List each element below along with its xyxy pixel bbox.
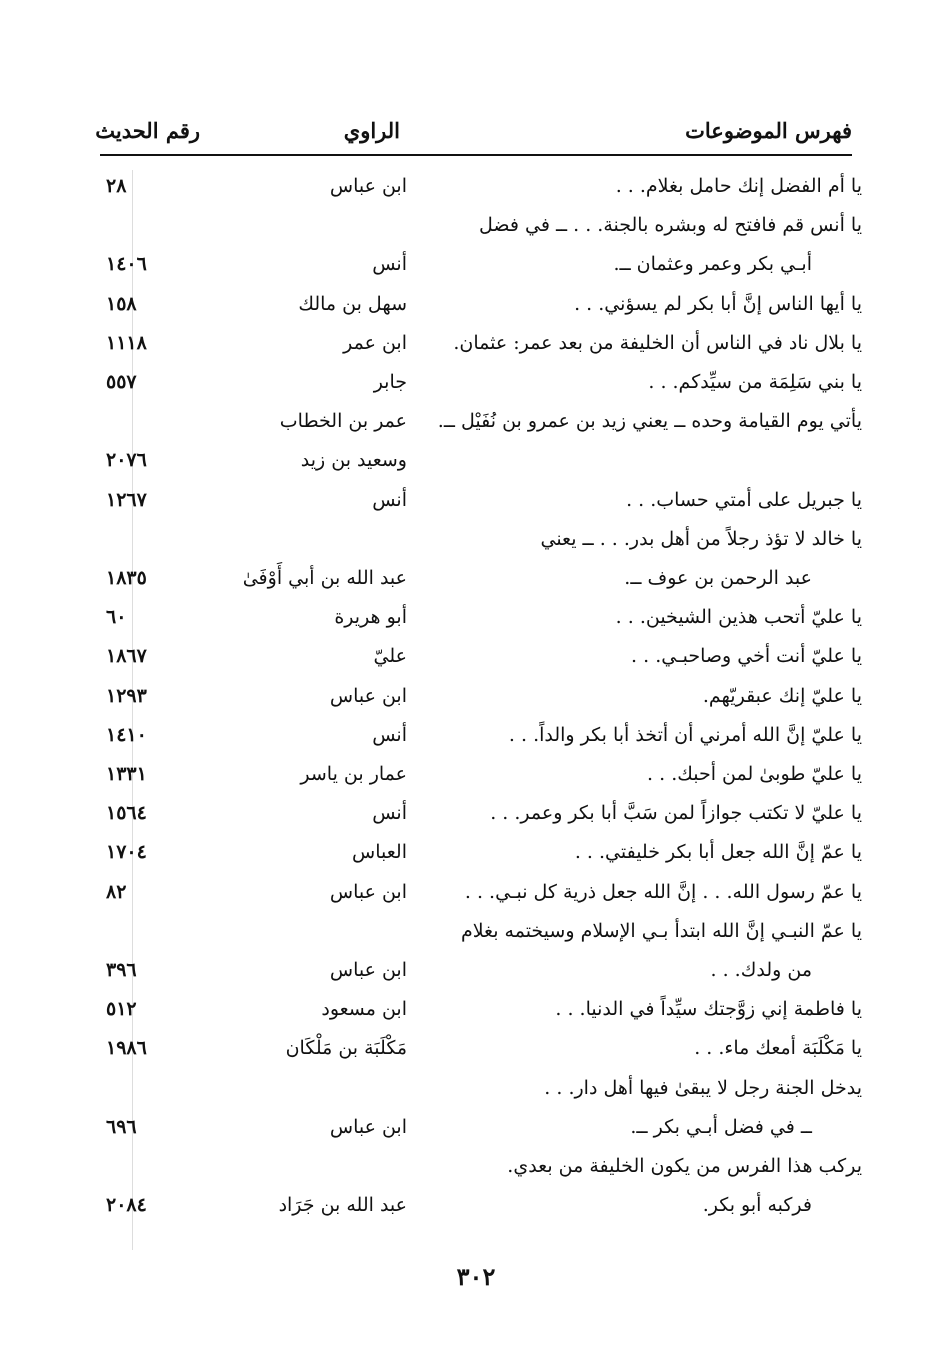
topic-text: يا مَكْلَبَة أمعك ماء. . .: [694, 1037, 862, 1060]
topic-text: يا فاطمة إني زوَّجتك سيِّداً في الدنيا. . .: [555, 998, 862, 1021]
hadith-number: ٢٨: [106, 175, 127, 197]
narrator-name: أبو هريرة: [334, 606, 407, 629]
narrator-name: أنس: [372, 488, 407, 511]
header-narrator: الراوي: [343, 118, 400, 143]
hadith-number: ١١١٨: [106, 331, 147, 354]
narrator-name: ابن عباس: [329, 959, 407, 981]
narrator-name: أنس: [372, 253, 407, 276]
table-row: [0, 167, 952, 205]
narrator-name: جابر: [373, 371, 407, 393]
topic-text: عبد الرحمن بن عوف ــ.: [624, 567, 812, 589]
hadith-number: ١٩٨٦: [106, 1037, 147, 1060]
topic-text: يا عليّ أتحب هذين الشيخين. . .: [615, 606, 862, 629]
table-row: [0, 755, 952, 793]
hadith-number: ١٨٣٥: [106, 567, 147, 589]
table-row: [0, 677, 952, 715]
header-hadith-number: رقم الحديث: [95, 118, 200, 143]
narrator-name: عبد الله بن أبي أَوْفَىٰ: [242, 567, 407, 589]
hadith-number: ٥١٢: [106, 998, 137, 1021]
topic-text: من ولدك. . .: [710, 959, 812, 981]
table-row: [0, 833, 952, 871]
hadith-number: ٦٩٦: [106, 1115, 137, 1138]
hadith-number: ٦٠: [106, 606, 127, 629]
table-row: [0, 481, 952, 519]
table-row: [0, 873, 952, 911]
narrator-name: ابن مسعود: [321, 998, 407, 1021]
table-row: [0, 363, 952, 401]
topic-text: يا أنس قم فافتح له وبشره بالجنة. . . ــ في فضل: [479, 214, 862, 237]
topic-text: يا أم الفضل إنك حامل بغلام. . .: [615, 175, 862, 197]
narrator-name: وسعيد بن زيد: [300, 449, 407, 472]
table-row: [0, 951, 952, 989]
topic-text: يا بلال ناد في الناس أن الخليفة من بعد عمر: عثمان.: [453, 331, 862, 354]
table-row: [0, 402, 952, 440]
topic-text: يأتي يوم القيامة وحده ــ يعني زيد بن عمرو بن نُفَيْل ــ.: [437, 410, 862, 433]
table-row: [0, 716, 952, 754]
topic-text: يا خالد لا تؤذ رجلاً من أهل بدر. . . ــ يعني: [540, 527, 862, 550]
hadith-number: ١٢٩٣: [106, 684, 147, 707]
narrator-name: أنس: [372, 723, 407, 746]
topic-text: يركب هذا الفرس من يكون الخليفة من بعدي.: [507, 1155, 862, 1177]
topic-text: يا جبريل على أمتي حساب. . .: [626, 488, 862, 511]
hadith-number: ١٥٦٤: [106, 802, 147, 825]
topic-text: فركبه أبو بكر.: [702, 1194, 812, 1217]
narrator-name: ابن عباس: [329, 880, 407, 903]
topic-text: يا أيها الناس إنَّ أبا بكر لم يسؤني. . .: [574, 292, 862, 315]
hadith-number: ٢٠٨٤: [106, 1194, 147, 1217]
topic-text: يا عليّ طوبىٰ لمن أحبك. . .: [647, 763, 862, 785]
table-row: [0, 206, 952, 244]
topic-text: يا عليّ أنت أخي وصاحبـي. . .: [631, 645, 862, 668]
table-row: [0, 990, 952, 1028]
table-row: [0, 441, 952, 479]
header-title: فهرس الموضوعات: [685, 118, 852, 143]
narrator-name: أنس: [372, 802, 407, 825]
hadith-number: ١٤٠٦: [106, 253, 147, 276]
narrator-name: ابن عباس: [329, 684, 407, 707]
table-row: [0, 285, 952, 323]
topic-text: يا عمّ إنَّ الله جعل أبا بكر خليفتي. . .: [574, 841, 862, 864]
hadith-number: ٥٥٧: [106, 371, 137, 393]
table-row: [0, 245, 952, 283]
hadith-number: ١٥٨: [106, 292, 137, 315]
narrator-name: العباس: [352, 841, 407, 864]
table-row: [0, 794, 952, 832]
table-row: [0, 324, 952, 362]
table-row: [0, 520, 952, 558]
narrator-name: ابن عباس: [329, 1115, 407, 1138]
topic-text: أبـي بكر وعمر وعثمان ــ.: [613, 253, 812, 276]
topic-text: يا عليّ إنَّ الله أمرني أن أتخذ أبا بكر والداً. . .: [508, 723, 862, 746]
hadith-number: ١٨٦٧: [106, 645, 147, 668]
table-row: [0, 912, 952, 950]
narrator-name: عبد الله بن جَرَاد: [278, 1194, 407, 1217]
page-number: ٣٠٢: [456, 1262, 496, 1291]
topic-text: ــ في فضل أبـي بكر ــ.: [630, 1115, 812, 1138]
topic-text: يا عليّ لا تكتب جوازاً لمن سَبَّ أبا بكر وعمر. . .: [490, 802, 862, 825]
topic-text: يدخل الجنة رجل لا يبقىٰ فيها أهل دار. . .: [544, 1076, 862, 1099]
table-row: [0, 1147, 952, 1185]
table-row: [0, 598, 952, 636]
narrator-name: مَكْلَبَة بن مَلْكَان: [285, 1037, 407, 1060]
narrator-name: ابن عباس: [329, 175, 407, 197]
table-row: [0, 637, 952, 675]
hadith-number: ١٣٣١: [106, 763, 147, 785]
hadith-number: ٨٢: [106, 880, 127, 903]
topic-text: يا عمّ النبـي إنَّ الله ابتدأ بـي الإسلام وسيختمه بغلام: [460, 919, 862, 942]
narrator-name: ابن عمر: [343, 331, 407, 354]
hadith-number: ٣٩٦: [106, 959, 137, 981]
topic-text: يا عليّ إنك عبقريّهم.: [702, 684, 862, 707]
table-row: [0, 1108, 952, 1146]
topic-text: يا بني سَلِمَة من سيِّدكم. . .: [648, 371, 862, 393]
hadith-number: ١٤١٠: [106, 723, 147, 746]
narrator-name: سهل بن مالك: [298, 292, 407, 315]
table-row: [0, 559, 952, 597]
table-row: [0, 1069, 952, 1107]
topic-text: يا عمّ رسول الله. . . إنَّ الله جعل ذرية كل نبـي. . .: [464, 880, 862, 903]
narrator-name: عليّ: [373, 645, 407, 668]
narrator-name: عمر بن الخطاب: [279, 410, 407, 433]
narrator-name: عمار بن ياسر: [300, 763, 407, 785]
hadith-number: ٢٠٧٦: [106, 449, 147, 472]
header-divider: [100, 154, 852, 156]
hadith-number: ١٢٦٧: [106, 488, 147, 511]
table-row: [0, 1186, 952, 1224]
hadith-number: ١٧٠٤: [106, 841, 147, 864]
table-row: [0, 1029, 952, 1067]
